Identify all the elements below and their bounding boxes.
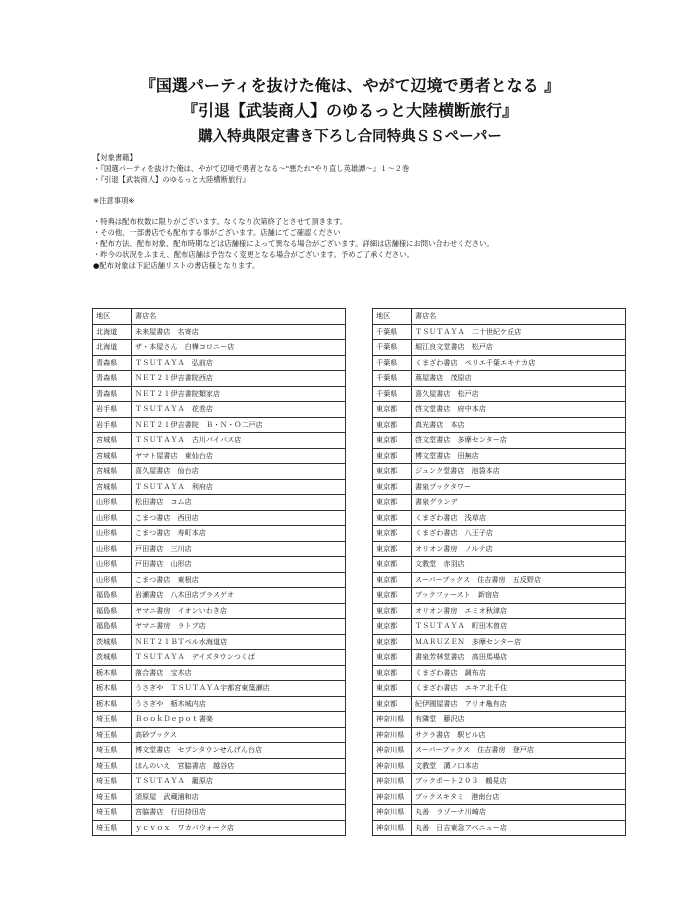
title-line-2: 『引退【武装商人】のゆるっと大陸横断旅行』 (181, 101, 518, 120)
region-cell: 神奈川県 (373, 727, 412, 743)
table-row (373, 774, 626, 790)
store-name-cell: ＴＳＵＴＡＹＡ 弘前店 (132, 355, 346, 371)
region-cell: 神奈川県 (373, 805, 412, 821)
store-name-cell: ＮＥＴ２１伊吉書院西店 (132, 371, 346, 387)
table-row (373, 619, 626, 635)
table-row (93, 402, 346, 418)
target-book-item: ・『国選パーティを抜けた俺は、やがて辺境で勇者となる〜"悪たれ"やり直し英雄譚〜』１〜２巻 (93, 164, 410, 173)
store-name-cell: ＭＡＲＵＺＥＮ 多摩センター店 (412, 634, 626, 650)
table-row (373, 758, 626, 774)
region-cell: 宮城県 (93, 479, 132, 495)
store-name-cell: こまつ書店 西田店 (132, 510, 346, 526)
store-name-cell: 戸田書店 山形店 (132, 557, 346, 573)
table-row (373, 805, 626, 821)
store-name-cell: 松田書店 コム店 (132, 495, 346, 511)
region-cell: 東京都 (373, 696, 412, 712)
table-row (373, 743, 626, 759)
region-cell: 神奈川県 (373, 789, 412, 805)
region-cell: 山形県 (93, 495, 132, 511)
store-name-cell: ＮＥＴ２１伊吉書院 Ｂ・Ｎ・Ｏ二戸店 (132, 417, 346, 433)
table-row (93, 712, 346, 728)
region-cell: 千葉県 (373, 371, 412, 387)
table-row (93, 743, 346, 759)
store-name-cell: 喜久屋書店 仙台店 (132, 464, 346, 480)
target-books-heading: 【対象書籍】 (93, 153, 137, 162)
table-row (93, 619, 346, 635)
region-cell: 東京都 (373, 448, 412, 464)
region-cell: 東京都 (373, 495, 412, 511)
region-cell: 埼玉県 (93, 789, 132, 805)
store-name-cell: 丸善 日吉東急アベニュー店 (412, 820, 626, 836)
region-cell: 栃木県 (93, 696, 132, 712)
region-cell: 千葉県 (373, 355, 412, 371)
table-row (373, 526, 626, 542)
table-row (373, 371, 626, 387)
region-cell: 山形県 (93, 541, 132, 557)
note-item: ・昨今の状況をふまえ、配布店舗は予告なく変更となる場合がございます。予めご了承ください。 (93, 250, 414, 259)
store-table-left (92, 308, 346, 836)
store-name-cell: 須原屋 武蔵浦和店 (132, 789, 346, 805)
table-row (93, 588, 346, 604)
title-line-1: 『国選パーティを抜けた俺は、やがて辺境で勇者となる 』 (139, 76, 561, 95)
table-row (93, 448, 346, 464)
note-item: ・その他、一部書店でも配布する事がございます。店舗にてご確認ください (93, 228, 341, 237)
store-name-cell: 有隣堂 藤沢店 (412, 712, 626, 728)
table-row (93, 433, 346, 449)
table-row (93, 557, 346, 573)
table-row (93, 758, 346, 774)
region-cell: 山形県 (93, 526, 132, 542)
store-name-cell: スーパーブックス 住吉書房 五反野店 (412, 572, 626, 588)
region-cell: 地区 (373, 309, 412, 325)
table-row (373, 588, 626, 604)
store-name-cell: 喜久屋書店 松戸店 (412, 386, 626, 402)
store-name-cell: 博文堂書店 セブンタウンせんげん台店 (132, 743, 346, 759)
region-cell: 東京都 (373, 557, 412, 573)
store-name-cell: ブックポート２０３ 鶴見店 (412, 774, 626, 790)
region-cell: 東京都 (373, 588, 412, 604)
region-cell: 東京都 (373, 433, 412, 449)
table-row (373, 464, 626, 480)
store-name-cell: ブックファースト 新宿店 (412, 588, 626, 604)
table-row (373, 557, 626, 573)
region-cell: 福島県 (93, 588, 132, 604)
region-cell: 千葉県 (373, 386, 412, 402)
store-name-cell: オリオン書房 エミオ秋津店 (412, 603, 626, 619)
table-row (93, 681, 346, 697)
store-name-cell: くまざわ書店 調布店 (412, 665, 626, 681)
region-cell: 青森県 (93, 386, 132, 402)
store-name-cell: 戸田書店 三川店 (132, 541, 346, 557)
store-name-cell: ＴＳＵＴＡＹＡ 町田木曽店 (412, 619, 626, 635)
store-name-cell: ＴＳＵＴＡＹＡ 籠原店 (132, 774, 346, 790)
region-cell: 東京都 (373, 634, 412, 650)
store-name-cell: 文教堂 溝ノ口本店 (412, 758, 626, 774)
table-row (373, 681, 626, 697)
region-cell: 茨城県 (93, 650, 132, 666)
table-row (93, 696, 346, 712)
region-cell: 宮城県 (93, 464, 132, 480)
store-name-cell: 啓文堂書店 府中本店 (412, 402, 626, 418)
table-header-row (373, 309, 626, 325)
table-row (93, 526, 346, 542)
table-row (373, 495, 626, 511)
store-name-cell: オリオン書房 ノルテ店 (412, 541, 626, 557)
region-cell: 神奈川県 (373, 774, 412, 790)
store-name-cell: ｙｃｖｏｘ ワカバウォーク店 (132, 820, 346, 836)
store-name-cell: ＴＳＵＴＡＹＡ 二十世紀ケ丘店 (412, 324, 626, 340)
table-row (93, 727, 346, 743)
store-name-cell: 書泉グランデ (412, 495, 626, 511)
table-row (93, 417, 346, 433)
table-row (93, 495, 346, 511)
region-cell: 東京都 (373, 479, 412, 495)
store-name-cell: ＢｏｏｋＤｅｐｏｔ書楽 (132, 712, 346, 728)
store-name-cell: うさぎや 栃木城内店 (132, 696, 346, 712)
table-row (93, 665, 346, 681)
region-cell: 宮城県 (93, 448, 132, 464)
store-name-cell: ＮＥＴ２１ＢＴベル水海道店 (132, 634, 346, 650)
region-cell: 東京都 (373, 541, 412, 557)
region-cell: 青森県 (93, 371, 132, 387)
store-name-cell: くまざわ書店 エキア北千住 (412, 681, 626, 697)
region-cell: 栃木県 (93, 665, 132, 681)
table-row (373, 340, 626, 356)
store-name-cell: ヤマト屋書店 東仙台店 (132, 448, 346, 464)
region-cell: 東京都 (373, 572, 412, 588)
table-row (93, 371, 346, 387)
table-row (373, 727, 626, 743)
spacer (93, 206, 683, 216)
store-name-cell: 落合書店 宝木店 (132, 665, 346, 681)
region-cell: 東京都 (373, 464, 412, 480)
region-cell: 岩手県 (93, 417, 132, 433)
notes-heading: ※注意事項※ (93, 196, 135, 205)
region-cell: 茨城県 (93, 634, 132, 650)
region-cell: 岩手県 (93, 402, 132, 418)
store-name-cell: こまつ書店 東根店 (132, 572, 346, 588)
store-name-cell: ＴＳＵＴＡＹＡ 花巻店 (132, 402, 346, 418)
store-name-cell: 啓文堂書店 多摩センター店 (412, 433, 626, 449)
region-cell: 埼玉県 (93, 758, 132, 774)
region-cell: 宮城県 (93, 433, 132, 449)
table-row (373, 572, 626, 588)
note-item: ●配布対象は下記店舗リストの書店様となります。 (93, 261, 260, 270)
store-name-cell: ＴＳＵＴＡＹＡ デイズタウンつくば (132, 650, 346, 666)
store-name-cell: ブックスキタミ 港南台店 (412, 789, 626, 805)
store-name-cell: ヤマニ書房 ラトブ店 (132, 619, 346, 635)
region-cell: 北海道 (93, 340, 132, 356)
table-row (93, 650, 346, 666)
table-row (93, 464, 346, 480)
table-row (373, 541, 626, 557)
region-cell: 福島県 (93, 619, 132, 635)
store-name-cell: 岩瀬書店 八木田店プラスゲオ (132, 588, 346, 604)
table-row (93, 541, 346, 557)
store-name-cell: ＮＥＴ２１伊吉書院類家店 (132, 386, 346, 402)
region-cell: 北海道 (93, 324, 132, 340)
table-row (373, 386, 626, 402)
region-cell: 埼玉県 (93, 820, 132, 836)
spacer (93, 185, 683, 195)
region-cell: 山形県 (93, 557, 132, 573)
store-table-right-body (373, 309, 626, 836)
title-block (0, 74, 700, 149)
store-name-cell: 書店名 (412, 309, 626, 325)
store-name-cell: くまざわ書店 ペリエ千葉エキナカ店 (412, 355, 626, 371)
region-cell: 東京都 (373, 526, 412, 542)
region-cell: 山形県 (93, 510, 132, 526)
table-row (93, 805, 346, 821)
table-row (373, 665, 626, 681)
table-row (373, 696, 626, 712)
store-name-cell: くまざわ書店 八王子店 (412, 526, 626, 542)
table-row (373, 650, 626, 666)
store-name-cell: 蔦屋書店 茂原店 (412, 371, 626, 387)
store-name-cell: くまざわ書店 浅草店 (412, 510, 626, 526)
table-row (373, 634, 626, 650)
region-cell: 東京都 (373, 681, 412, 697)
store-name-cell: 紀伊國屋書店 アリオ亀有店 (412, 696, 626, 712)
table-row (93, 355, 346, 371)
store-name-cell: うさぎや ＴＳＵＴＡＹＡ宇都宮東簗瀬店 (132, 681, 346, 697)
title-line-3: 購入特典限定書き下ろし合同特典ＳＳペーパー (198, 129, 502, 145)
store-name-cell: 丸善 ラゾーナ川崎店 (412, 805, 626, 821)
table-header-row (93, 309, 346, 325)
table-row (373, 712, 626, 728)
store-name-cell: 真光書店 本店 (412, 417, 626, 433)
region-cell: 神奈川県 (373, 820, 412, 836)
store-name-cell: ＴＳＵＴＡＹＡ 利府店 (132, 479, 346, 495)
region-cell: 東京都 (373, 650, 412, 666)
store-name-cell: 未来屋書店 名寄店 (132, 324, 346, 340)
region-cell: 地区 (93, 309, 132, 325)
target-book-item: ・『引退【武装商人】のゆるっと大陸横断旅行』 (93, 175, 250, 184)
region-cell: 東京都 (373, 619, 412, 635)
table-row (373, 417, 626, 433)
table-row (93, 479, 346, 495)
table-row (93, 572, 346, 588)
table-row (93, 510, 346, 526)
region-cell: 神奈川県 (373, 758, 412, 774)
store-name-cell: ほんのいえ 宮脇書店 越谷店 (132, 758, 346, 774)
table-row (373, 448, 626, 464)
table-row (373, 324, 626, 340)
table-row (373, 479, 626, 495)
store-name-cell: 堀江良文堂書店 松戸店 (412, 340, 626, 356)
region-cell: 埼玉県 (93, 774, 132, 790)
table-row (373, 402, 626, 418)
store-name-cell: スーパーブックス 住吉書房 登戸店 (412, 743, 626, 759)
region-cell: 神奈川県 (373, 743, 412, 759)
table-row (93, 820, 346, 836)
region-cell: 神奈川県 (373, 712, 412, 728)
region-cell: 福島県 (93, 603, 132, 619)
region-cell: 栃木県 (93, 681, 132, 697)
region-cell: 東京都 (373, 417, 412, 433)
region-cell: 青森県 (93, 355, 132, 371)
region-cell: 東京都 (373, 665, 412, 681)
store-name-cell: ＴＳＵＴＡＹＡ 古川バイパス店 (132, 433, 346, 449)
store-table-left-body (93, 309, 346, 836)
notes-block (93, 152, 683, 271)
region-cell: 埼玉県 (93, 805, 132, 821)
table-row (93, 774, 346, 790)
table-row (373, 789, 626, 805)
table-row (373, 355, 626, 371)
store-name-cell: ジュンク堂書店 池袋本店 (412, 464, 626, 480)
store-name-cell: 高砂ブックス (132, 727, 346, 743)
region-cell: 埼玉県 (93, 727, 132, 743)
store-table-right (372, 308, 626, 836)
table-row (93, 789, 346, 805)
table-row (93, 324, 346, 340)
region-cell: 千葉県 (373, 340, 412, 356)
region-cell: 埼玉県 (93, 712, 132, 728)
store-name-cell: ザ・本屋さん 白樺コロニー店 (132, 340, 346, 356)
table-row (373, 603, 626, 619)
store-name-cell: 書泉ブックタワー (412, 479, 626, 495)
table-row (93, 340, 346, 356)
table-row (373, 433, 626, 449)
store-name-cell: 文教堂 赤羽店 (412, 557, 626, 573)
store-name-cell: 宮脇書店 行田持田店 (132, 805, 346, 821)
table-row (373, 510, 626, 526)
note-item: ・特典は配布枚数に限りがございます。なくなり次第終了とさせて頂きます。 (93, 217, 348, 226)
store-name-cell: ヤマニ書房 イオンいわき店 (132, 603, 346, 619)
store-name-cell: 書泉芳林堂書店 高田馬場店 (412, 650, 626, 666)
store-name-cell: 博文堂書店 田無店 (412, 448, 626, 464)
note-item: ・配布方法、配布対象、配布時期などは店舗様によって異なる場合がございます。詳細は店舗様にお問い合わせください。 (93, 239, 494, 248)
store-name-cell: サクラ書店 駅ビル店 (412, 727, 626, 743)
table-row (93, 603, 346, 619)
region-cell: 東京都 (373, 510, 412, 526)
store-name-cell: 書店名 (132, 309, 346, 325)
region-cell: 東京都 (373, 402, 412, 418)
region-cell: 千葉県 (373, 324, 412, 340)
store-name-cell: こまつ書店 寿町本店 (132, 526, 346, 542)
table-row (93, 634, 346, 650)
region-cell: 埼玉県 (93, 743, 132, 759)
region-cell: 山形県 (93, 572, 132, 588)
table-row (93, 386, 346, 402)
table-row (373, 820, 626, 836)
region-cell: 東京都 (373, 603, 412, 619)
